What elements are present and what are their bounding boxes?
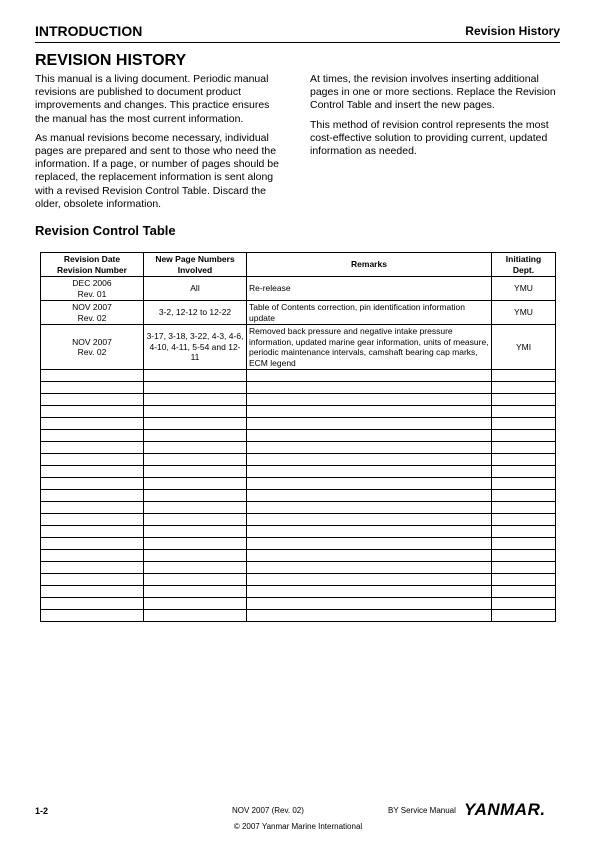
empty-cell bbox=[41, 442, 144, 454]
empty-cell bbox=[492, 538, 556, 550]
empty-table-row bbox=[41, 490, 556, 502]
dept-cell: YMU bbox=[492, 277, 556, 301]
empty-cell bbox=[144, 538, 247, 550]
revision-number: Rev. 02 bbox=[77, 312, 107, 323]
header-revision-date bbox=[41, 253, 144, 277]
empty-cell bbox=[247, 526, 492, 538]
empty-cell bbox=[41, 550, 144, 562]
empty-table-row bbox=[41, 550, 556, 562]
empty-table-row bbox=[41, 406, 556, 418]
empty-cell bbox=[41, 406, 144, 418]
empty-table-row bbox=[41, 382, 556, 394]
empty-cell bbox=[41, 478, 144, 490]
revision-date-cell bbox=[41, 277, 144, 301]
copyright: © 2007 Yanmar Marine International bbox=[233, 822, 363, 831]
empty-cell bbox=[144, 502, 247, 514]
empty-cell bbox=[144, 430, 247, 442]
empty-cell bbox=[41, 394, 144, 406]
empty-rows bbox=[41, 370, 556, 622]
revision-date: DEC 2006 bbox=[72, 278, 112, 288]
empty-cell bbox=[247, 394, 492, 406]
intro-paragraph: At times, the revision involves inserting additional pages in one or more sections. Replace the Revision Control Table and insert the new pages. bbox=[310, 73, 556, 112]
empty-cell bbox=[492, 394, 556, 406]
empty-cell bbox=[247, 454, 492, 466]
page-topic: Revision History bbox=[465, 24, 560, 38]
empty-cell bbox=[492, 454, 556, 466]
footer-date: NOV 2007 (Rev. 02) bbox=[232, 806, 304, 815]
empty-cell bbox=[492, 562, 556, 574]
empty-table-row bbox=[41, 430, 556, 442]
empty-cell bbox=[247, 598, 492, 610]
empty-cell bbox=[41, 382, 144, 394]
header-initiating-dept bbox=[492, 253, 556, 277]
empty-cell bbox=[492, 598, 556, 610]
empty-cell bbox=[492, 382, 556, 394]
empty-cell bbox=[144, 598, 247, 610]
empty-table-row bbox=[41, 442, 556, 454]
empty-cell bbox=[41, 418, 144, 430]
empty-cell bbox=[492, 478, 556, 490]
empty-cell bbox=[492, 442, 556, 454]
empty-cell bbox=[492, 466, 556, 478]
header-line: Revision Number bbox=[57, 264, 127, 275]
table-row bbox=[41, 301, 556, 325]
intro-right-column bbox=[310, 73, 560, 164]
empty-cell bbox=[144, 562, 247, 574]
revision-date-cell bbox=[41, 301, 144, 325]
empty-cell bbox=[144, 490, 247, 502]
revision-date: NOV 2007 bbox=[72, 302, 112, 312]
table-title: Revision Control Table bbox=[35, 223, 176, 238]
empty-cell bbox=[41, 430, 144, 442]
page-number: 1-2 bbox=[35, 806, 49, 816]
empty-cell bbox=[144, 466, 247, 478]
empty-cell bbox=[247, 502, 492, 514]
table-row bbox=[41, 325, 556, 370]
empty-table-row bbox=[41, 562, 556, 574]
empty-cell bbox=[247, 538, 492, 550]
page-title: REVISION HISTORY bbox=[35, 52, 187, 69]
empty-cell bbox=[247, 562, 492, 574]
empty-cell bbox=[247, 430, 492, 442]
remarks-cell: Re-release bbox=[247, 277, 492, 301]
revision-date: NOV 2007 bbox=[72, 336, 112, 347]
empty-cell bbox=[247, 382, 492, 394]
empty-cell bbox=[144, 406, 247, 418]
empty-cell bbox=[492, 514, 556, 526]
table-row bbox=[41, 277, 556, 301]
empty-cell bbox=[41, 574, 144, 586]
empty-cell bbox=[41, 586, 144, 598]
page-numbers-cell: 3-17, 3-18, 3-22, 4-3, 4-6, 4-10, 4-11, 5-54 and 12-11 bbox=[144, 325, 247, 370]
empty-cell bbox=[41, 490, 144, 502]
section-title: INTRODUCTION bbox=[35, 23, 143, 39]
empty-table-row bbox=[41, 574, 556, 586]
empty-cell bbox=[41, 370, 144, 382]
empty-cell bbox=[492, 610, 556, 622]
empty-cell bbox=[492, 370, 556, 382]
empty-cell bbox=[41, 526, 144, 538]
empty-cell bbox=[247, 466, 492, 478]
empty-cell bbox=[492, 574, 556, 586]
empty-cell bbox=[144, 442, 247, 454]
empty-cell bbox=[247, 586, 492, 598]
empty-cell bbox=[144, 610, 247, 622]
empty-table-row bbox=[41, 394, 556, 406]
empty-cell bbox=[247, 550, 492, 562]
empty-table-row bbox=[41, 538, 556, 550]
header-line: Revision Date bbox=[63, 254, 121, 264]
remarks-cell: Table of Contents correction, pin identification information update bbox=[247, 301, 492, 325]
empty-cell bbox=[492, 526, 556, 538]
empty-cell bbox=[247, 514, 492, 526]
header-line: Dept. bbox=[512, 264, 535, 275]
empty-cell bbox=[492, 550, 556, 562]
empty-cell bbox=[492, 586, 556, 598]
revision-number: Rev. 01 bbox=[77, 288, 107, 299]
empty-cell bbox=[144, 586, 247, 598]
empty-cell bbox=[247, 610, 492, 622]
empty-cell bbox=[144, 526, 247, 538]
empty-cell bbox=[247, 574, 492, 586]
header-line: New Page Numbers bbox=[155, 254, 235, 264]
empty-table-row bbox=[41, 598, 556, 610]
revision-number: Rev. 02 bbox=[77, 347, 107, 357]
empty-cell bbox=[41, 538, 144, 550]
empty-cell bbox=[492, 406, 556, 418]
revision-control-table bbox=[40, 252, 556, 622]
empty-cell bbox=[144, 418, 247, 430]
empty-cell bbox=[144, 382, 247, 394]
table-header-row bbox=[41, 253, 556, 277]
empty-cell bbox=[492, 418, 556, 430]
empty-cell bbox=[492, 490, 556, 502]
empty-table-row bbox=[41, 370, 556, 382]
intro-paragraph: This method of revision control represents the most cost-effective solution to providing current, updated information as needed. bbox=[310, 118, 549, 158]
empty-cell bbox=[144, 478, 247, 490]
intro-paragraph: This manual is a living document. Periodic manual revisions are published to document product improvements and changes. This practice ensures the manual has the most current information. bbox=[35, 73, 270, 125]
empty-cell bbox=[144, 394, 247, 406]
empty-table-row bbox=[41, 454, 556, 466]
empty-cell bbox=[247, 370, 492, 382]
empty-cell bbox=[247, 442, 492, 454]
empty-cell bbox=[144, 514, 247, 526]
empty-cell bbox=[41, 610, 144, 622]
empty-cell bbox=[41, 502, 144, 514]
page-numbers-cell: All bbox=[144, 277, 247, 301]
page-header bbox=[35, 22, 560, 43]
empty-table-row bbox=[41, 502, 556, 514]
empty-table-row bbox=[41, 586, 556, 598]
remarks-cell: Removed back pressure and negative intake pressure information, updated marine gear information, units of measure, periodic maintenance intervals, camshaft bearing cap marks, ECM legend bbox=[247, 325, 492, 370]
intro-left-column bbox=[35, 73, 285, 217]
empty-table-row bbox=[41, 466, 556, 478]
dept-cell: YMI bbox=[492, 325, 556, 370]
header-line: Involved bbox=[177, 264, 213, 275]
header-page-numbers bbox=[144, 253, 247, 277]
manual-name: BY Service Manual bbox=[388, 806, 456, 815]
empty-table-row bbox=[41, 526, 556, 538]
empty-table-row bbox=[41, 514, 556, 526]
empty-cell bbox=[144, 370, 247, 382]
empty-cell bbox=[41, 514, 144, 526]
empty-cell bbox=[41, 466, 144, 478]
page-numbers-cell: 3-2, 12-12 to 12-22 bbox=[144, 301, 247, 325]
empty-cell bbox=[492, 430, 556, 442]
revision-date-cell bbox=[41, 325, 144, 370]
dept-cell: YMU bbox=[492, 301, 556, 325]
empty-cell bbox=[247, 478, 492, 490]
empty-cell bbox=[41, 454, 144, 466]
empty-cell bbox=[247, 490, 492, 502]
empty-cell bbox=[247, 406, 492, 418]
empty-cell bbox=[492, 502, 556, 514]
yanmar-logo: YANMAR. bbox=[464, 800, 546, 819]
intro-paragraph: As manual revisions become necessary, individual pages are prepared and sent to those who need the information. If a page, or number of pages should be replaced, the replacement information is sent along with a revised Revision Control Table. Discard the older, obsolete information. bbox=[35, 131, 279, 210]
empty-cell bbox=[144, 574, 247, 586]
empty-table-row bbox=[41, 478, 556, 490]
header-line: Initiating bbox=[505, 254, 542, 264]
empty-cell bbox=[247, 418, 492, 430]
empty-table-row bbox=[41, 418, 556, 430]
empty-table-row bbox=[41, 610, 556, 622]
empty-cell bbox=[41, 562, 144, 574]
empty-cell bbox=[144, 454, 247, 466]
header-remarks: Remarks bbox=[247, 253, 492, 277]
empty-cell bbox=[144, 550, 247, 562]
empty-cell bbox=[41, 598, 144, 610]
